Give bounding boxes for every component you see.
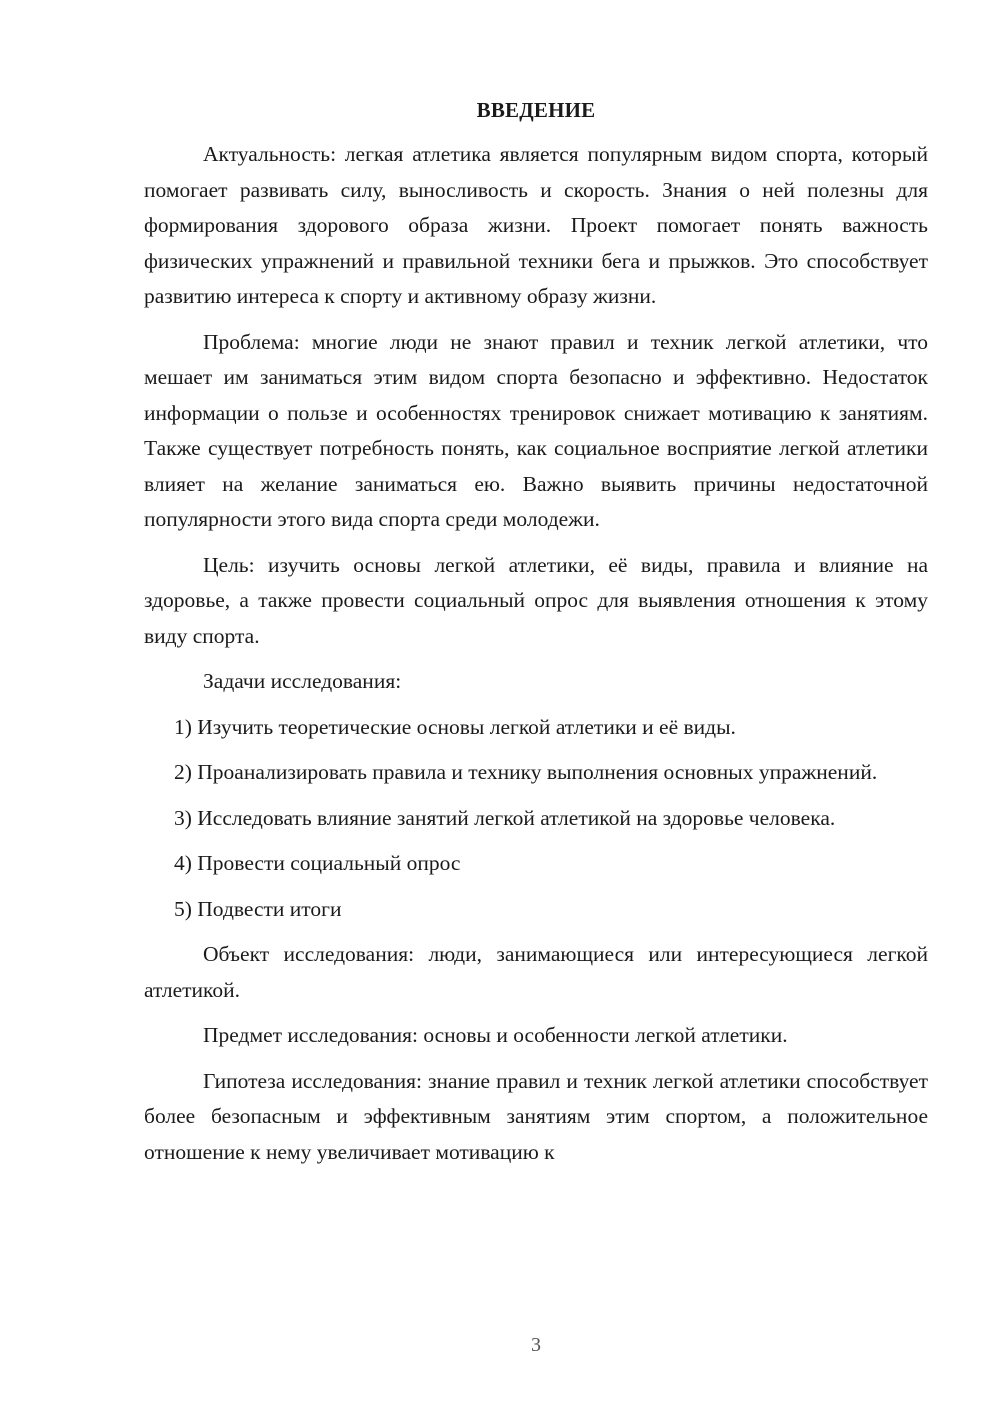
task-item-4: 4) Провести социальный опрос <box>174 851 461 875</box>
task-item-5: 5) Подвести итоги <box>174 896 342 921</box>
section-heading: ВВЕДЕНИЕ <box>476 98 596 122</box>
relevance-paragraph: Актуальность: легкая атлетика является популярным видом спорта, который помогает развивать силу, выносливость и скорость. Знания о ней полезны для формирования здорового образа жизни. Проект помогает понять важность физических упражнений и правильной техники бега и прыжков. Это способствует развитию интереса к спорту и активному образу жизни. <box>144 142 928 308</box>
object-paragraph: Объект исследования: люди, занимающиеся или интересующиеся легкой атлетикой. <box>144 942 928 1002</box>
task-item-2: 2) Проанализировать правила и технику выполнения основных упражнений. <box>174 760 878 784</box>
page-number: 3 <box>531 1334 541 1356</box>
task-item-1: 1) Изучить теоретические основы легкой атлетики и её виды. <box>174 714 736 739</box>
subject-paragraph: Предмет исследования: основы и особенности легкой атлетики. <box>203 1023 788 1047</box>
problem-paragraph: Проблема: многие люди не знают правил и техник легкой атлетики, что мешает им заниматься этим видом спорта безопасно и эффективно. Недостаток информации о пользе и особенностях тренировок снижает мотивацию к занятиям. Также существует потребность понять, как социальное восприятие легкой атлетики влияет на желание заниматься ею. Важно выявить причины недостаточной популярности этого вида спорта среди молодежи. <box>144 329 928 531</box>
hypothesis-paragraph: Гипотеза исследования: знание правил и техник легкой атлетики способствует более безопасным и эффективным занятиям этим спортом, а положительное отношение к нему увеличивает мотивацию к <box>144 1068 928 1164</box>
goal-paragraph: Цель: изучить основы легкой атлетики, её виды, правила и влияние на здоровье, а также провести социальный опрос для выявления отношения к этому виду спорта. <box>144 552 928 648</box>
task-item-3: 3) Исследовать влияние занятий легкой атлетикой на здоровье человека. <box>174 805 836 830</box>
tasks-heading: Задачи исследования: <box>203 669 402 693</box>
document-page <box>144 92 928 1170</box>
